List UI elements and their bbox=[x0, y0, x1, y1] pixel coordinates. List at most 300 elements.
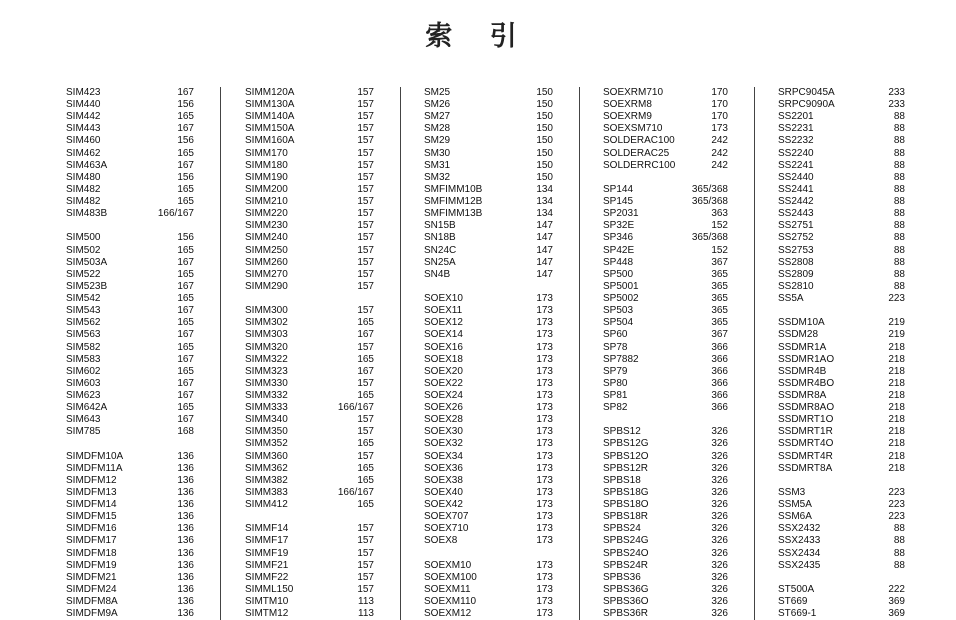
part-number: SIMTM10 bbox=[245, 596, 289, 608]
part-number: SIM462 bbox=[66, 147, 101, 159]
part-number: SIMM150A bbox=[245, 123, 295, 135]
page-number: 326 bbox=[711, 571, 728, 583]
page-number: 157 bbox=[357, 111, 374, 123]
index-entry bbox=[424, 451, 553, 463]
part-number: SIMM333 bbox=[245, 402, 288, 414]
part-number: SIMM160A bbox=[245, 135, 295, 147]
index-entry bbox=[778, 451, 905, 463]
index-entry bbox=[778, 135, 905, 147]
part-number: SIMM120A bbox=[245, 87, 295, 98]
part-number: SIMM320 bbox=[245, 341, 288, 353]
part-number: SP144 bbox=[603, 183, 634, 195]
part-number: SP448 bbox=[603, 256, 634, 268]
page-number: 167 bbox=[177, 87, 194, 98]
index-entry bbox=[603, 160, 728, 172]
part-number: SS2201 bbox=[778, 111, 814, 123]
part-number: SIM562 bbox=[66, 317, 101, 329]
page-number: 173 bbox=[536, 486, 553, 498]
part-number: SSDMR4BO bbox=[778, 377, 835, 389]
page-number: 173 bbox=[536, 474, 553, 486]
index-entry bbox=[245, 354, 374, 366]
index-entry bbox=[778, 535, 905, 547]
part-number: SPBS24G bbox=[603, 535, 649, 547]
index-entry bbox=[603, 329, 728, 341]
part-number: ST669-1 bbox=[778, 608, 817, 620]
page-number: 165 bbox=[177, 183, 194, 195]
page-number: 136 bbox=[177, 583, 194, 595]
index-entry bbox=[245, 305, 374, 317]
index-entry bbox=[245, 463, 374, 475]
page-number: 218 bbox=[888, 450, 905, 462]
index-entry bbox=[245, 99, 374, 111]
index-entry bbox=[424, 111, 553, 123]
page-number: 365/368 bbox=[691, 183, 728, 195]
index-entry bbox=[245, 329, 374, 341]
part-number: SIMM340 bbox=[245, 414, 288, 426]
part-number: SIMDFM18 bbox=[66, 547, 117, 559]
index-entry bbox=[66, 111, 194, 123]
part-number: SP42E bbox=[603, 244, 635, 256]
index-entry bbox=[778, 148, 905, 160]
page-title: 索 引 bbox=[425, 21, 531, 52]
part-number: SOEX30 bbox=[424, 426, 463, 438]
part-number: SP82 bbox=[603, 402, 628, 414]
part-number: SOEX10 bbox=[424, 293, 463, 305]
index-entry bbox=[245, 317, 374, 329]
index-entry bbox=[424, 438, 553, 450]
part-number: SIM503A bbox=[66, 256, 108, 268]
part-number: SIM480 bbox=[66, 171, 101, 183]
index-entry bbox=[66, 305, 194, 317]
page-number: 173 bbox=[536, 499, 553, 511]
index-entry bbox=[424, 572, 553, 584]
part-number: SSDMR1A bbox=[778, 341, 827, 353]
index-entry bbox=[245, 87, 374, 99]
page-number: 326 bbox=[711, 462, 728, 474]
page-number: 157 bbox=[357, 256, 374, 268]
part-number: SSDM28 bbox=[778, 329, 819, 341]
index-entry bbox=[424, 475, 553, 487]
part-number: SIMM360 bbox=[245, 450, 288, 462]
part-number: SM31 bbox=[424, 159, 451, 171]
page-number: 223 bbox=[888, 293, 905, 305]
index-entry bbox=[603, 269, 728, 281]
index-entry bbox=[603, 208, 728, 220]
part-number: SIMDFM11A bbox=[66, 462, 123, 474]
page-number: 157 bbox=[357, 523, 374, 535]
part-number: SIMM300 bbox=[245, 305, 288, 317]
index-entry bbox=[424, 99, 553, 111]
part-number: SOEX28 bbox=[424, 414, 463, 426]
page-number: 88 bbox=[893, 196, 905, 208]
index-entry bbox=[778, 548, 905, 560]
part-number: SM32 bbox=[424, 171, 451, 183]
page-number: 88 bbox=[893, 280, 905, 292]
part-number: SN24C bbox=[424, 244, 457, 256]
index-entry bbox=[603, 281, 728, 293]
page-number: 173 bbox=[536, 535, 553, 547]
page-number: 369 bbox=[888, 596, 905, 608]
part-number: SIMM412 bbox=[245, 499, 288, 511]
index-entry bbox=[66, 172, 194, 184]
page-number: 366 bbox=[711, 365, 728, 377]
index-entry bbox=[603, 87, 728, 99]
page-number: 326 bbox=[711, 486, 728, 498]
index-entry bbox=[603, 451, 728, 463]
part-number: SIMM290 bbox=[245, 280, 288, 292]
index-entry bbox=[66, 463, 194, 475]
index-entry bbox=[245, 196, 374, 208]
index-entry bbox=[66, 196, 194, 208]
part-number: SPBS24 bbox=[603, 523, 641, 535]
page-number: 134 bbox=[536, 183, 553, 195]
page-number: 165 bbox=[357, 474, 374, 486]
part-number: SIMM303 bbox=[245, 329, 288, 341]
index-entry bbox=[245, 426, 374, 438]
page-number: 136 bbox=[177, 474, 194, 486]
page-number: 157 bbox=[357, 208, 374, 220]
part-number: SOEX38 bbox=[424, 474, 463, 486]
page-number: 157 bbox=[357, 280, 374, 292]
index-entry bbox=[603, 99, 728, 111]
part-number: SPBS36R bbox=[603, 608, 649, 620]
page-number: 157 bbox=[357, 135, 374, 147]
index-entry bbox=[603, 293, 728, 305]
index-entry bbox=[66, 535, 194, 547]
page-number: 173 bbox=[536, 293, 553, 305]
index-entry bbox=[778, 378, 905, 390]
part-number: SPBS18R bbox=[603, 511, 649, 523]
index-entry bbox=[603, 426, 728, 438]
page-number: 150 bbox=[536, 87, 553, 98]
part-number: SP81 bbox=[603, 390, 628, 401]
index-entry bbox=[424, 148, 553, 160]
page-number: 166/167 bbox=[337, 486, 374, 498]
part-number: SOEX22 bbox=[424, 377, 463, 389]
index-entry bbox=[424, 366, 553, 378]
index-entry bbox=[245, 596, 374, 608]
page-number: 242 bbox=[711, 159, 728, 171]
part-number: SIM522 bbox=[66, 268, 101, 280]
part-number: SSX2435 bbox=[778, 559, 821, 571]
page-number: 156 bbox=[177, 99, 194, 111]
page-number: 166/167 bbox=[337, 402, 374, 414]
part-number: SOEX12 bbox=[424, 317, 463, 329]
page-number: 157 bbox=[357, 535, 374, 547]
index-entry bbox=[603, 402, 728, 414]
index-column-2 bbox=[245, 87, 401, 620]
page-number: 326 bbox=[711, 547, 728, 559]
part-number: SIM582 bbox=[66, 341, 101, 353]
index-entry bbox=[778, 560, 905, 572]
page-number: 136 bbox=[177, 535, 194, 547]
part-number: SIMDFM19 bbox=[66, 559, 117, 571]
index-entry bbox=[603, 487, 728, 499]
page-number: 150 bbox=[536, 123, 553, 135]
part-number: SM28 bbox=[424, 123, 451, 135]
index-entry bbox=[424, 487, 553, 499]
part-number: SIMTM12 bbox=[245, 608, 289, 620]
part-number: SIMM270 bbox=[245, 268, 288, 280]
part-number: SOEX32 bbox=[424, 438, 463, 450]
index-entry bbox=[778, 245, 905, 257]
index-entry bbox=[424, 87, 553, 99]
part-number: SIMM230 bbox=[245, 220, 288, 232]
index-entry bbox=[778, 463, 905, 475]
index-entry bbox=[424, 135, 553, 147]
page-number: 150 bbox=[536, 171, 553, 183]
page-number: 88 bbox=[893, 535, 905, 547]
page-number: 136 bbox=[177, 462, 194, 474]
index-entry bbox=[245, 451, 374, 463]
index-entry bbox=[245, 342, 374, 354]
index-entry bbox=[424, 160, 553, 172]
page-number: 165 bbox=[177, 402, 194, 414]
page-number: 326 bbox=[711, 426, 728, 438]
part-number: SSDMRT8A bbox=[778, 462, 833, 474]
part-number: SS2240 bbox=[778, 147, 814, 159]
page-number: 326 bbox=[711, 499, 728, 511]
page-number: 88 bbox=[893, 159, 905, 171]
part-number: SMFIMM12B bbox=[424, 196, 483, 208]
page-number: 365/368 bbox=[691, 196, 728, 208]
page-number: 157 bbox=[357, 196, 374, 208]
index-entry bbox=[603, 354, 728, 366]
part-number: SOEXRM8 bbox=[603, 99, 652, 111]
part-number: SM27 bbox=[424, 111, 451, 123]
page-number: 233 bbox=[888, 99, 905, 111]
index-entry bbox=[424, 232, 553, 244]
index-entry bbox=[778, 269, 905, 281]
index-entry bbox=[778, 342, 905, 354]
page-number: 173 bbox=[536, 511, 553, 523]
part-number: SOEXM12 bbox=[424, 608, 472, 620]
part-number: SPBS36G bbox=[603, 583, 649, 595]
page-number: 167 bbox=[177, 329, 194, 341]
page-number: 134 bbox=[536, 196, 553, 208]
index-entry bbox=[778, 123, 905, 135]
part-number: SP60 bbox=[603, 329, 628, 341]
page-number: 113 bbox=[358, 596, 374, 608]
index-column-3 bbox=[424, 87, 580, 620]
page-number: 223 bbox=[888, 511, 905, 523]
page-number: 173 bbox=[536, 341, 553, 353]
index-entry bbox=[778, 426, 905, 438]
page-number: 167 bbox=[177, 305, 194, 317]
page-number: 173 bbox=[536, 305, 553, 317]
index-entry bbox=[66, 160, 194, 172]
page-number: 150 bbox=[536, 159, 553, 171]
index-entry bbox=[603, 572, 728, 584]
page-number: 167 bbox=[177, 280, 194, 292]
page-number: 88 bbox=[893, 244, 905, 256]
part-number: SIM502 bbox=[66, 244, 101, 256]
page-number: 167 bbox=[177, 353, 194, 365]
index-entry bbox=[245, 438, 374, 450]
index-entry bbox=[603, 475, 728, 487]
part-number: SS2232 bbox=[778, 135, 814, 147]
index-entry bbox=[245, 220, 374, 232]
page-number: 157 bbox=[357, 341, 374, 353]
part-number: SIMDFM17 bbox=[66, 535, 117, 547]
index-entry bbox=[245, 548, 374, 560]
page-number: 223 bbox=[888, 486, 905, 498]
page-number: 165 bbox=[177, 196, 194, 208]
page-number: 366 bbox=[711, 353, 728, 365]
part-number: SOEX18 bbox=[424, 353, 463, 365]
index-entry bbox=[424, 535, 553, 547]
index-entry bbox=[424, 523, 553, 535]
page-number: 157 bbox=[357, 123, 374, 135]
part-number: SOEX34 bbox=[424, 450, 463, 462]
index-entry bbox=[603, 560, 728, 572]
part-number: SOEXM11 bbox=[424, 583, 471, 595]
page-number: 365 bbox=[711, 317, 728, 329]
page-number: 136 bbox=[177, 450, 194, 462]
part-number: SSM5A bbox=[778, 499, 812, 511]
part-number: SIM460 bbox=[66, 135, 101, 147]
index-entry bbox=[424, 390, 553, 402]
page-number: 242 bbox=[711, 135, 728, 147]
part-number: SSX2433 bbox=[778, 535, 821, 547]
index-entry bbox=[424, 269, 553, 281]
index-entry bbox=[603, 596, 728, 608]
index-entry bbox=[778, 584, 905, 596]
page-number: 157 bbox=[357, 547, 374, 559]
page-number: 173 bbox=[536, 426, 553, 438]
page-number: 173 bbox=[536, 402, 553, 414]
page-number: 156 bbox=[177, 171, 194, 183]
part-number: SS2441 bbox=[778, 183, 814, 195]
page-number: 219 bbox=[888, 329, 905, 341]
index-entry bbox=[603, 390, 728, 402]
part-number: SS2443 bbox=[778, 208, 814, 220]
part-number: SPBS24O bbox=[603, 547, 649, 559]
index-entry bbox=[245, 475, 374, 487]
page-number: 147 bbox=[536, 256, 553, 268]
index-entry bbox=[424, 342, 553, 354]
page-number: 136 bbox=[177, 523, 194, 535]
part-number: SIMM362 bbox=[245, 462, 288, 474]
index-entry bbox=[603, 499, 728, 511]
index-entry bbox=[424, 463, 553, 475]
part-number: SSDMR8A bbox=[778, 390, 827, 401]
index-entry bbox=[66, 123, 194, 135]
page-number: 173 bbox=[536, 450, 553, 462]
page-number: 165 bbox=[357, 462, 374, 474]
page-number: 167 bbox=[177, 414, 194, 426]
page-number: 157 bbox=[357, 220, 374, 232]
index-entry bbox=[245, 269, 374, 281]
index-entry bbox=[778, 160, 905, 172]
page-number: 366 bbox=[711, 390, 728, 401]
part-number: SOEX24 bbox=[424, 390, 463, 401]
part-number: SOEX36 bbox=[424, 462, 463, 474]
part-number: SIM583 bbox=[66, 353, 101, 365]
index-entry bbox=[66, 584, 194, 596]
part-number: SS2231 bbox=[778, 123, 814, 135]
index-entry bbox=[778, 293, 905, 305]
page-number: 326 bbox=[711, 559, 728, 571]
page-number: 173 bbox=[536, 377, 553, 389]
page-number: 365 bbox=[711, 280, 728, 292]
page-number: 219 bbox=[888, 317, 905, 329]
page-number: 156 bbox=[177, 135, 194, 147]
index-entry bbox=[245, 232, 374, 244]
index-entry bbox=[603, 584, 728, 596]
part-number: SN18B bbox=[424, 232, 456, 244]
part-number: SIMM130A bbox=[245, 99, 295, 111]
page-number: 136 bbox=[177, 499, 194, 511]
index-entry bbox=[245, 572, 374, 584]
part-number: SOEX26 bbox=[424, 402, 463, 414]
index-entry bbox=[66, 317, 194, 329]
index-entry bbox=[66, 596, 194, 608]
part-number: SSM6A bbox=[778, 511, 812, 523]
part-number: SIMM190 bbox=[245, 171, 288, 183]
index-entry bbox=[245, 523, 374, 535]
index-entry bbox=[66, 475, 194, 487]
page-number: 326 bbox=[711, 583, 728, 595]
index-entry bbox=[778, 208, 905, 220]
page-number: 170 bbox=[711, 111, 728, 123]
part-number: SM29 bbox=[424, 135, 451, 147]
index-entry bbox=[245, 135, 374, 147]
part-number: SP79 bbox=[603, 365, 628, 377]
index-entry bbox=[424, 317, 553, 329]
part-number: SIM563 bbox=[66, 329, 101, 341]
index-entry bbox=[603, 111, 728, 123]
part-number: SS2442 bbox=[778, 196, 814, 208]
index-entry bbox=[603, 511, 728, 523]
index-entry bbox=[603, 378, 728, 390]
index-entry bbox=[603, 220, 728, 232]
page-number: 173 bbox=[536, 329, 553, 341]
part-number: SSDMR4B bbox=[778, 365, 827, 377]
part-number: SIMM240 bbox=[245, 232, 288, 244]
page-number: 173 bbox=[536, 559, 553, 571]
index-entry bbox=[66, 608, 194, 620]
part-number: SOLDERRC100 bbox=[603, 159, 676, 171]
page-number: 173 bbox=[536, 414, 553, 426]
part-number: SN25A bbox=[424, 256, 456, 268]
part-number: SSDMRT1R bbox=[778, 426, 833, 438]
part-number: SIM483B bbox=[66, 208, 108, 220]
index-entry bbox=[66, 366, 194, 378]
index-entry bbox=[245, 584, 374, 596]
part-number: SIMM260 bbox=[245, 256, 288, 268]
part-number: SM26 bbox=[424, 99, 451, 111]
part-number: SP5001 bbox=[603, 280, 639, 292]
part-number: SRPC9090A bbox=[778, 99, 835, 111]
part-number: SP504 bbox=[603, 317, 634, 329]
index-entry bbox=[245, 499, 374, 511]
part-number: SIMMF14 bbox=[245, 523, 289, 535]
part-number: SS2753 bbox=[778, 244, 814, 256]
index-entry bbox=[66, 135, 194, 147]
part-number: SIMDFM14 bbox=[66, 499, 117, 511]
index-entry bbox=[778, 438, 905, 450]
index-column-4 bbox=[603, 87, 755, 620]
page-number: 165 bbox=[357, 317, 374, 329]
part-number: SIMMF17 bbox=[245, 535, 289, 547]
page-number: 157 bbox=[357, 159, 374, 171]
index-entry bbox=[66, 329, 194, 341]
page-number: 157 bbox=[357, 268, 374, 280]
page-number: 157 bbox=[357, 305, 374, 317]
part-number: SM30 bbox=[424, 147, 451, 159]
page-number: 88 bbox=[893, 183, 905, 195]
